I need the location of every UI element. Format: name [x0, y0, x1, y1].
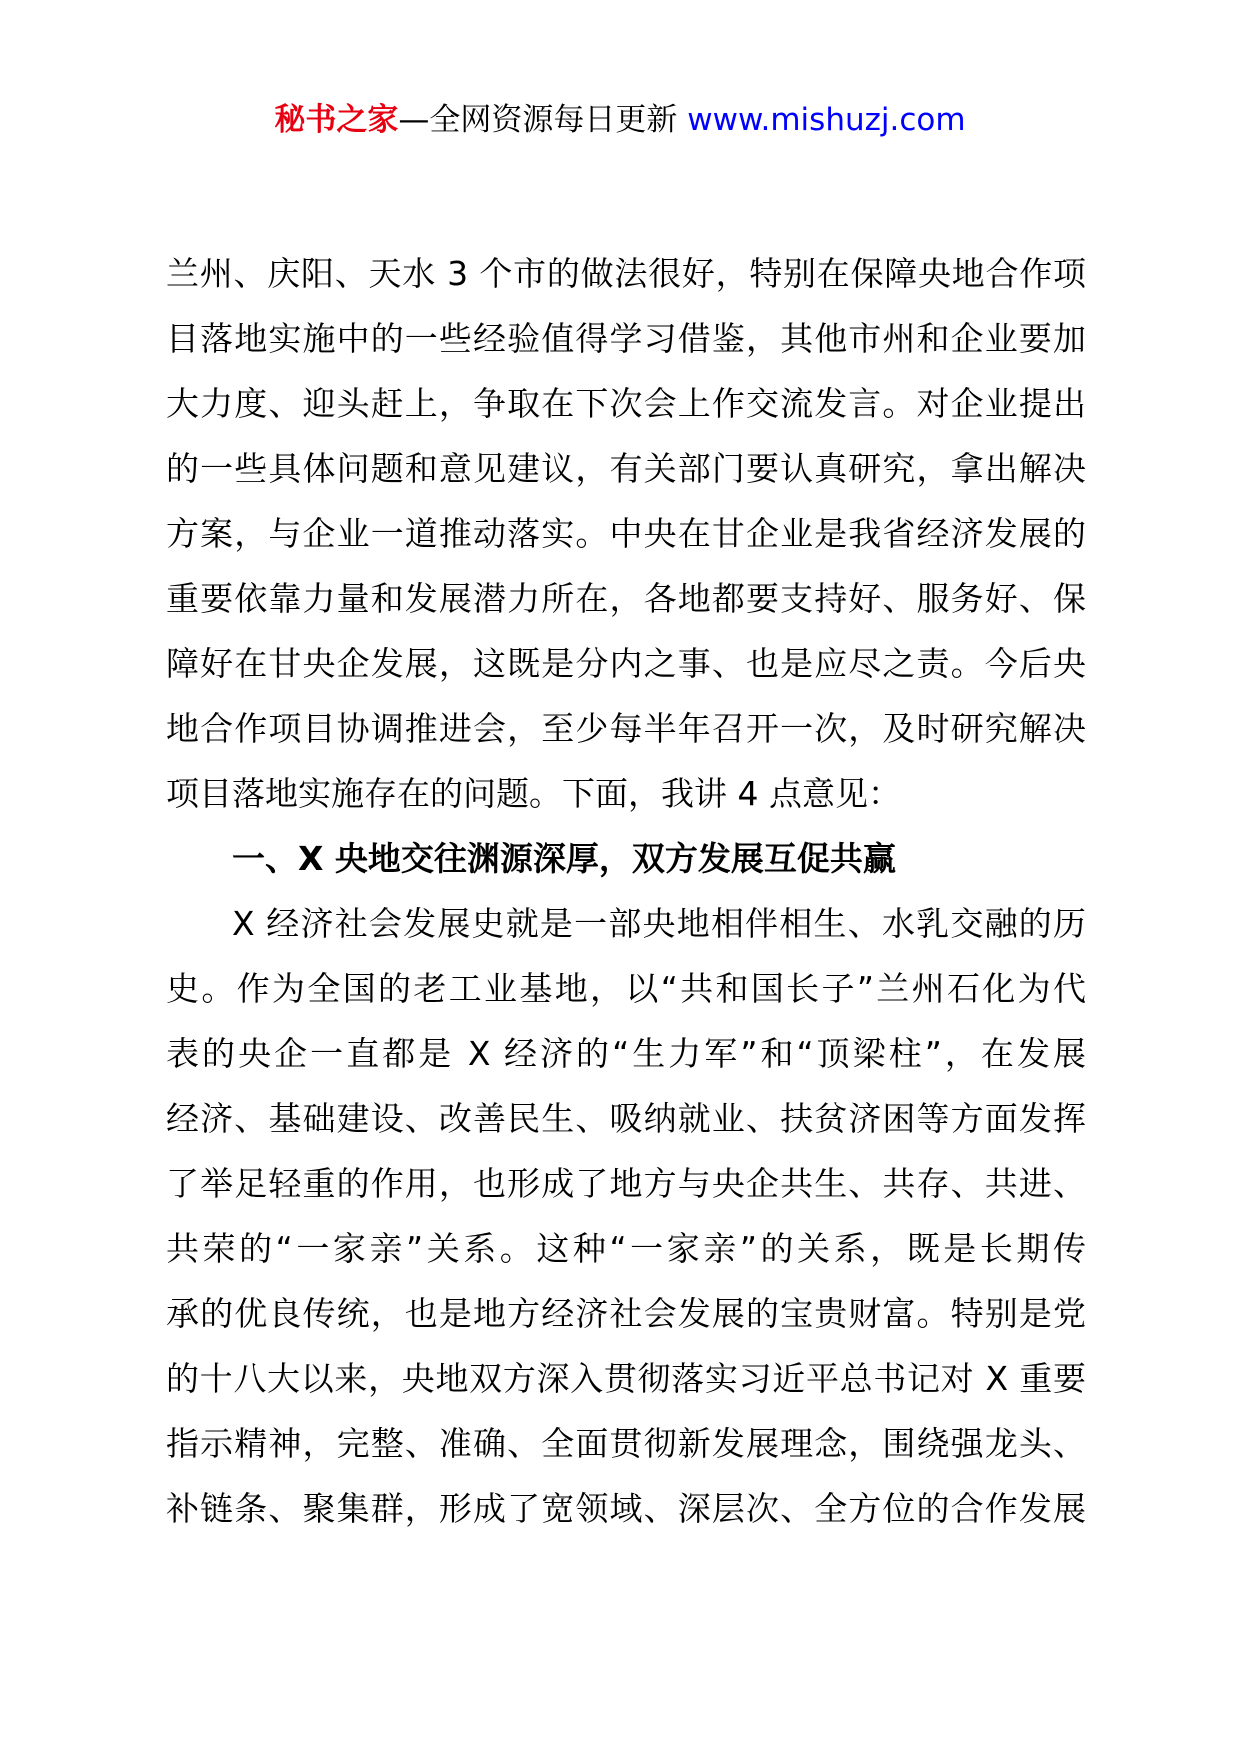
text-line: 障好在甘央企发展，这既是分内之事、也是应尽之责。今后央	[166, 644, 1086, 683]
text-line: X 经济社会发展史就是一部央地相伴相生、水乳交融的历	[232, 904, 1086, 943]
site-url-link[interactable]: www.mishuzj.com	[687, 102, 966, 138]
text-line: 了举足轻重的作用，也形成了地方与央企共生、共存、共进、	[166, 1164, 1086, 1203]
text-line: 承的优良传统，也是地方经济社会发展的宝贵财富。特别是党	[166, 1294, 1086, 1333]
text-line: 的十八大以来，央地双方深入贯彻落实习近平总书记对 X 重要	[166, 1359, 1086, 1398]
text-line: 地合作项目协调推进会，至少每半年召开一次，及时研究解决	[166, 709, 1086, 748]
section-heading: 一、X 央地交往渊源深厚，双方发展互促共赢	[232, 839, 896, 878]
text-line: 经济、基础建设、改善民生、吸纳就业、扶贫济困等方面发挥	[166, 1099, 1086, 1138]
site-brand: 秘书之家	[274, 102, 399, 138]
text-line: 指示精神，完整、准确、全面贯彻新发展理念，围绕强龙头、	[166, 1424, 1086, 1463]
text-line: 补链条、聚集群，形成了宽领域、深层次、全方位的合作发展	[166, 1489, 1086, 1528]
text-line: 的一些具体问题和意见建议，有关部门要认真研究，拿出解决	[166, 449, 1086, 488]
text-line: 目落地实施中的一些经验值得学习借鉴，其他市州和企业要加	[166, 319, 1086, 358]
text-line: 项目落地实施存在的问题。下面，我讲 4 点意见：	[166, 774, 901, 813]
document-body	[166, 241, 1086, 1541]
site-tagline: —全网资源每日更新	[398, 102, 688, 138]
page-header	[0, 98, 1240, 142]
paragraph-intro	[166, 241, 1086, 826]
text-line: 史。作为全国的老工业基地，以“共和国长子”兰州石化为代	[166, 969, 1086, 1008]
text-line: 共荣的“一家亲”关系。这种“一家亲”的关系，既是长期传	[166, 1229, 1086, 1268]
text-line: 表的央企一直都是 X 经济的“生力军”和“顶梁柱”，在发展	[166, 1034, 1086, 1073]
text-line: 重要依靠力量和发展潜力所在，各地都要支持好、服务好、保	[166, 579, 1086, 618]
text-line: 大力度、迎头赶上，争取在下次会上作交流发言。对企业提出	[166, 384, 1086, 423]
text-line: 方案，与企业一道推动落实。中央在甘企业是我省经济发展的	[166, 514, 1086, 553]
text-line: 兰州、庆阳、天水 3 个市的做法很好，特别在保障央地合作项	[166, 254, 1086, 293]
paragraph-section-one	[166, 891, 1086, 1541]
